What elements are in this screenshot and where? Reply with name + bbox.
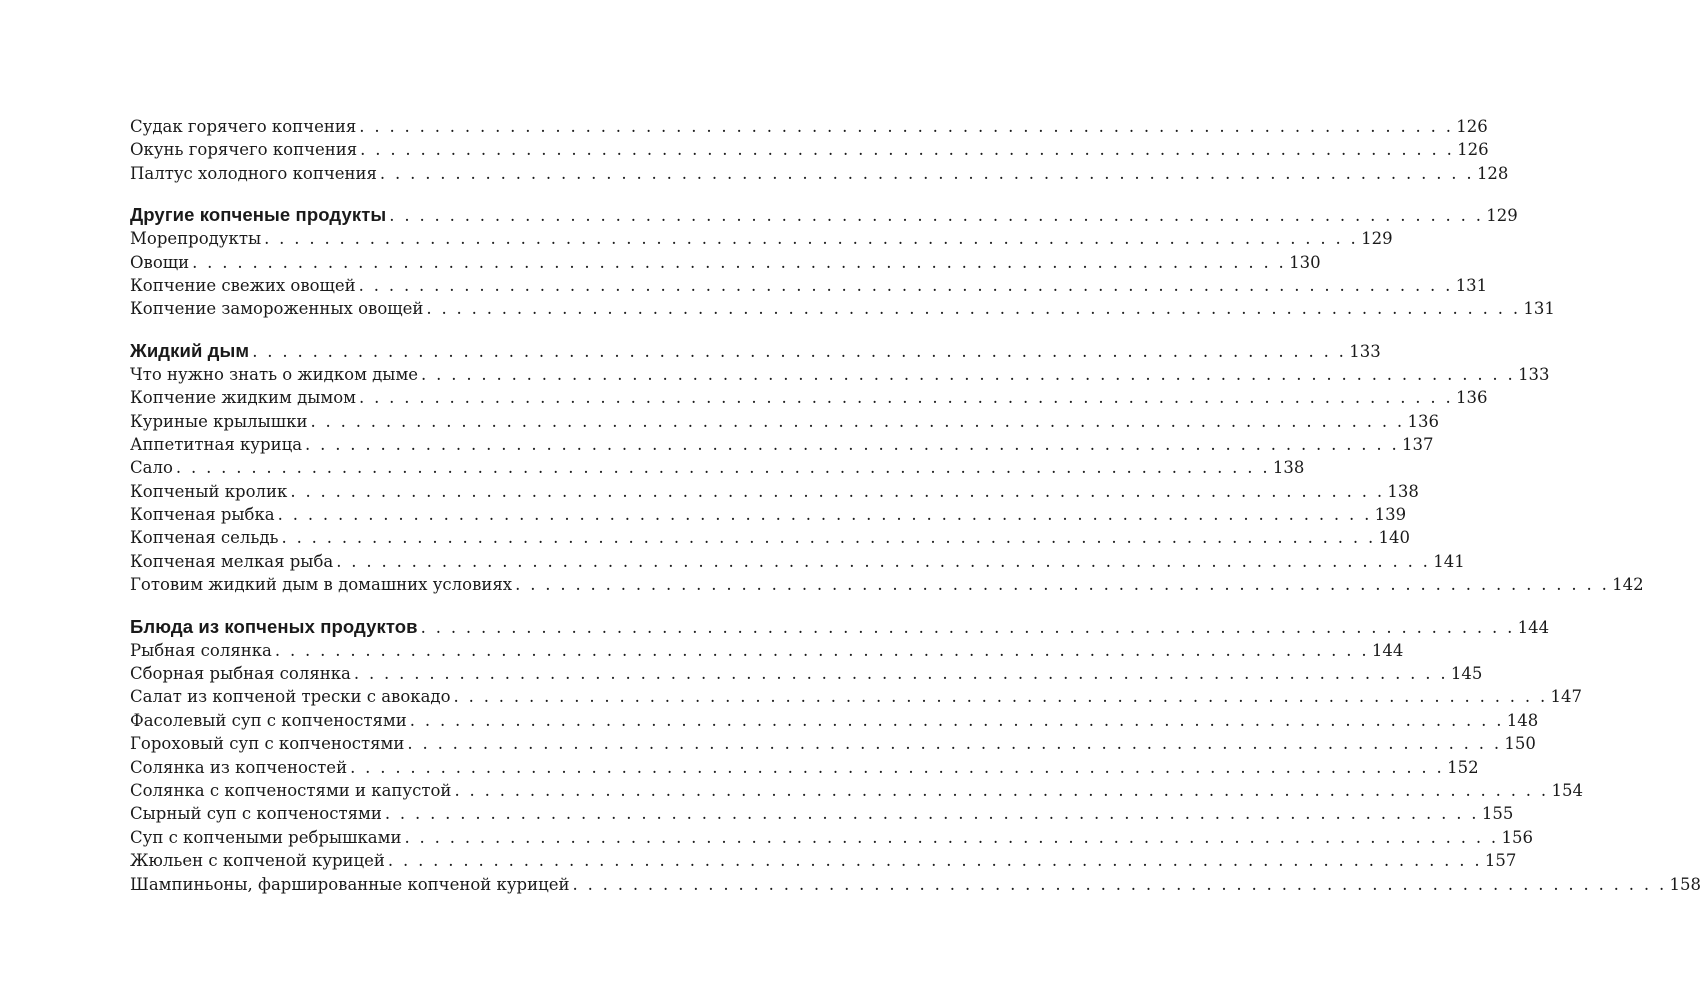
dot-leader: . . . . . . . . . . . . . . . . . . . . . . . . . . . . . . . . . . . . . . . . . . . . . . . . . . . . . . . . . . . . . . . . . . . . . . . . .	[277, 505, 1372, 525]
toc-entry[interactable]	[130, 138, 1489, 161]
page-number: 139	[1374, 505, 1407, 525]
dot-leader: . . . . . . . . . . . . . . . . . . . . . . . . . . . . . . . . . . . . . . . . . . . . . . . . . . . . . . . . . . . . . . . . . . . . . . . . .	[572, 874, 1667, 894]
dot-leader: . . . . . . . . . . . . . . . . . . . . . . . . . . . . . . . . . . . . . . . . . . . . . . . . . . . . . . . . . . . . . . . . . . . . . . . . .	[454, 780, 1549, 800]
entry-title: Рыбная солянка	[130, 640, 272, 660]
toc-entry[interactable]	[130, 363, 1550, 386]
toc-entry[interactable]	[130, 826, 1533, 849]
section-heading-title: Другие копченые продукты	[130, 204, 387, 226]
toc-section	[130, 339, 1644, 597]
page-number: 138	[1387, 481, 1419, 501]
page-number: 144	[1517, 617, 1550, 637]
page-number: 141	[1433, 551, 1465, 571]
toc-entry[interactable]	[130, 274, 1488, 297]
toc-entry[interactable]	[130, 386, 1488, 409]
dot-leader: . . . . . . . . . . . . . . . . . . . . . . . . . . . . . . . . . . . . . . . . . . . . . . . . . . . . . . . . . . . . . . . . . . . . . . . . .	[336, 551, 1431, 571]
page-number: 144	[1371, 640, 1404, 660]
page-number: 128	[1476, 163, 1509, 183]
page-number: 137	[1402, 434, 1434, 454]
entry-title: Копченый кролик	[130, 481, 288, 501]
page-number: 136	[1407, 411, 1439, 431]
toc-entry[interactable]	[130, 297, 1555, 320]
dot-leader: . . . . . . . . . . . . . . . . . . . . . . . . . . . . . . . . . . . . . . . . . . . . . . . . . . . . . . . . . . . . . . . . . . . . . . . . .	[175, 458, 1270, 478]
dot-leader: . . . . . . . . . . . . . . . . . . . . . . . . . . . . . . . . . . . . . . . . . . . . . . . . . . . . . . . . . . . . . . . . . . . . . . . . .	[379, 163, 1474, 183]
toc-entry[interactable]	[130, 873, 1701, 896]
page-number: 140	[1378, 528, 1410, 548]
dot-leader: . . . . . . . . . . . . . . . . . . . . . . . . . . . . . . . . . . . . . . . . . . . . . . . . . . . . . . . . . . . . . . . . . . . . . . . . .	[359, 117, 1454, 136]
page-number: 156	[1501, 827, 1533, 847]
page-number: 148	[1506, 710, 1539, 730]
dot-leader: . . . . . . . . . . . . . . . . . . . . . . . . . . . . . . . . . . . . . . . . . . . . . . . . . . . . . . . . . . . . . . . . . . . . . . . . .	[387, 851, 1482, 871]
entry-title: Копчение жидким дымом	[130, 388, 356, 408]
entry-title: Копченая сельдь	[130, 528, 279, 548]
entry-title: Сборная рыбная солянка	[130, 664, 351, 684]
dot-leader: . . . . . . . . . . . . . . . . . . . . . . . . . . . . . . . . . . . . . . . . . . . . . . . . . . . . . . . . . . . . . . . . . . . . . . . . .	[453, 687, 1548, 707]
dot-leader: . . . . . . . . . . . . . . . . . . . . . . . . . . . . . . . . . . . . . . . . . . . . . . . . . . . . . . . . . . . . . . . . . . . . . . . . .	[515, 575, 1610, 595]
toc-entry[interactable]	[130, 802, 1514, 825]
toc-entry[interactable]	[130, 849, 1517, 872]
entry-title: Солянка из копченостей	[130, 757, 348, 777]
entry-title: Гороховый суп с копченостями	[130, 734, 405, 754]
dot-leader: . . . . . . . . . . . . . . . . . . . . . . . . . . . . . . . . . . . . . . . . . . . . . . . . . . . . . . . . . . . . . . . . . . . . . . . . .	[426, 299, 1521, 319]
toc-entry[interactable]	[130, 480, 1419, 503]
toc-entry[interactable]	[130, 115, 1488, 138]
toc-entry[interactable]	[130, 503, 1407, 526]
dot-leader: . . . . . . . . . . . . . . . . . . . . . . . . . . . . . . . . . . . . . . . . . . . . . . . . . . . . . . . . . . . . . . . . . . . . . . . . .	[353, 664, 1448, 684]
toc-section-heading[interactable]	[130, 339, 1381, 363]
dot-leader: . . . . . . . . . . . . . . . . . . . . . . . . . . . . . . . . . . . . . . . . . . . . . . . . . . . . . . . . . . . . . . . . . . . . . . . . .	[274, 640, 1369, 660]
dot-leader: . . . . . . . . . . . . . . . . . . . . . . . . . . . . . . . . . . . . . . . . . . . . . . . . . . . . . . . . . . . . . . . . . . . . . . . . .	[420, 617, 1515, 637]
dot-leader: . . . . . . . . . . . . . . . . . . . . . . . . . . . . . . . . . . . . . . . . . . . . . . . . . . . . . . . . . . . . . . . . . . . . . . . . .	[384, 804, 1479, 824]
page-number: 145	[1450, 664, 1483, 684]
entry-title: Копченая мелкая рыба	[130, 551, 334, 571]
entry-title: Аппетитная курица	[130, 434, 303, 454]
toc-entry[interactable]	[130, 662, 1483, 685]
page-number: 131	[1455, 275, 1488, 295]
entry-title: Суп с копчеными ребрышками	[130, 827, 402, 847]
toc-entry[interactable]	[130, 456, 1305, 479]
dot-leader: . . . . . . . . . . . . . . . . . . . . . . . . . . . . . . . . . . . . . . . . . . . . . . . . . . . . . . . . . . . . . . . . . . . . . . . . .	[389, 206, 1484, 226]
toc-entry[interactable]	[130, 756, 1479, 779]
toc-section	[130, 115, 1509, 185]
entry-title: Фасолевый суп с копченостями	[130, 710, 407, 730]
toc-entry[interactable]	[130, 433, 1434, 456]
table-of-contents	[130, 115, 1701, 914]
dot-leader: . . . . . . . . . . . . . . . . . . . . . . . . . . . . . . . . . . . . . . . . . . . . . . . . . . . . . . . . . . . . . . . . . . . . . . . . .	[305, 434, 1400, 454]
toc-entry[interactable]	[130, 526, 1410, 549]
toc-entry[interactable]	[130, 732, 1536, 755]
entry-title: Солянка с копченостями и капустой	[130, 780, 452, 800]
dot-leader: . . . . . . . . . . . . . . . . . . . . . . . . . . . . . . . . . . . . . . . . . . . . . . . . . . . . . . . . . . . . . . . . . . . . . . . . .	[360, 140, 1455, 160]
toc-entry[interactable]	[130, 227, 1393, 250]
toc-entry[interactable]	[130, 639, 1404, 662]
page-number: 136	[1456, 388, 1488, 408]
dot-leader: . . . . . . . . . . . . . . . . . . . . . . . . . . . . . . . . . . . . . . . . . . . . . . . . . . . . . . . . . . . . . . . . . . . . . . . . .	[421, 364, 1516, 384]
dot-leader: . . . . . . . . . . . . . . . . . . . . . . . . . . . . . . . . . . . . . . . . . . . . . . . . . . . . . . . . . . . . . . . . . . . . . . . . .	[359, 388, 1454, 408]
page-number: 155	[1481, 804, 1514, 824]
entry-title: Жюльен с копченой курицей	[130, 851, 385, 871]
section-heading-title: Жидкий дым	[130, 339, 250, 361]
toc-section-heading[interactable]	[130, 203, 1518, 227]
toc-entry[interactable]	[130, 162, 1509, 185]
entry-title: Сало	[130, 458, 173, 478]
entry-title: Готовим жидкий дым в домашних условиях	[130, 575, 513, 595]
dot-leader: . . . . . . . . . . . . . . . . . . . . . . . . . . . . . . . . . . . . . . . . . . . . . . . . . . . . . . . . . . . . . . . . . . . . . . . . .	[404, 827, 1499, 847]
page-number: 129	[1361, 229, 1393, 249]
entry-title: Шампиньоны, фаршированные копченой курицей	[130, 874, 570, 894]
entry-title: Копчение замороженных овощей	[130, 299, 424, 319]
dot-leader: . . . . . . . . . . . . . . . . . . . . . . . . . . . . . . . . . . . . . . . . . . . . . . . . . . . . . . . . . . . . . . . . . . . . . . . . .	[192, 252, 1287, 272]
toc-entry[interactable]	[130, 685, 1583, 708]
entry-title: Палтус холодного копчения	[130, 163, 377, 183]
page-number: 131	[1523, 299, 1555, 319]
dot-leader: . . . . . . . . . . . . . . . . . . . . . . . . . . . . . . . . . . . . . . . . . . . . . . . . . . . . . . . . . . . . . . . . . . . . . . . . .	[407, 734, 1502, 754]
dot-leader: . . . . . . . . . . . . . . . . . . . . . . . . . . . . . . . . . . . . . . . . . . . . . . . . . . . . . . . . . . . . . . . . . . . . . . . . .	[264, 229, 1359, 249]
page-number: 133	[1518, 364, 1550, 384]
entry-title: Что нужно знать о жидком дыме	[130, 364, 419, 384]
page-number: 158	[1669, 874, 1701, 894]
entry-title: Окунь горячего копчения	[130, 140, 358, 160]
toc-entry[interactable]	[130, 550, 1465, 573]
page-number: 150	[1504, 734, 1536, 754]
entry-title: Куриные крылышки	[130, 411, 308, 431]
dot-leader: . . . . . . . . . . . . . . . . . . . . . . . . . . . . . . . . . . . . . . . . . . . . . . . . . . . . . . . . . . . . . . . . . . . . . . . . .	[310, 411, 1405, 431]
entry-title: Салат из копченой трески с авокадо	[130, 687, 451, 707]
entry-title: Судак горячего копчения	[130, 117, 357, 136]
toc-section	[130, 203, 1555, 321]
toc-entry[interactable]	[130, 251, 1321, 274]
toc-entry[interactable]	[130, 779, 1583, 802]
section-heading-title: Блюда из копченых продуктов	[130, 615, 418, 637]
page-number: 142	[1612, 575, 1644, 595]
page-number: 152	[1447, 757, 1479, 777]
page-number: 130	[1289, 252, 1321, 272]
entry-title: Копчение свежих овощей	[130, 275, 356, 295]
dot-leader: . . . . . . . . . . . . . . . . . . . . . . . . . . . . . . . . . . . . . . . . . . . . . . . . . . . . . . . . . . . . . . . . . . . . . . . . .	[252, 341, 1347, 361]
page-number: 157	[1484, 851, 1517, 871]
entry-title: Морепродукты	[130, 229, 262, 249]
entry-title: Овощи	[130, 252, 190, 272]
toc-entry[interactable]	[130, 709, 1539, 732]
entry-title: Копченая рыбка	[130, 505, 275, 525]
dot-leader: . . . . . . . . . . . . . . . . . . . . . . . . . . . . . . . . . . . . . . . . . . . . . . . . . . . . . . . . . . . . . . . . . . . . . . . . .	[358, 275, 1453, 295]
page-number: 129	[1486, 206, 1518, 226]
toc-entry[interactable]	[130, 410, 1439, 433]
page-number: 138	[1272, 458, 1305, 478]
page-number: 133	[1349, 341, 1381, 361]
entry-title: Сырный суп с копченостями	[130, 804, 382, 824]
dot-leader: . . . . . . . . . . . . . . . . . . . . . . . . . . . . . . . . . . . . . . . . . . . . . . . . . . . . . . . . . . . . . . . . . . . . . . . . .	[350, 757, 1445, 777]
toc-section-heading[interactable]	[130, 615, 1550, 639]
page-number: 126	[1457, 140, 1489, 160]
dot-leader: . . . . . . . . . . . . . . . . . . . . . . . . . . . . . . . . . . . . . . . . . . . . . . . . . . . . . . . . . . . . . . . . . . . . . . . . .	[281, 528, 1376, 548]
page-number: 154	[1551, 780, 1583, 800]
toc-section	[130, 615, 1701, 896]
page-number: 126	[1456, 117, 1488, 136]
toc-entry[interactable]	[130, 573, 1644, 596]
dot-leader: . . . . . . . . . . . . . . . . . . . . . . . . . . . . . . . . . . . . . . . . . . . . . . . . . . . . . . . . . . . . . . . . . . . . . . . . .	[409, 710, 1504, 730]
page-number: 147	[1550, 687, 1583, 707]
dot-leader: . . . . . . . . . . . . . . . . . . . . . . . . . . . . . . . . . . . . . . . . . . . . . . . . . . . . . . . . . . . . . . . . . . . . . . . . .	[290, 481, 1385, 501]
